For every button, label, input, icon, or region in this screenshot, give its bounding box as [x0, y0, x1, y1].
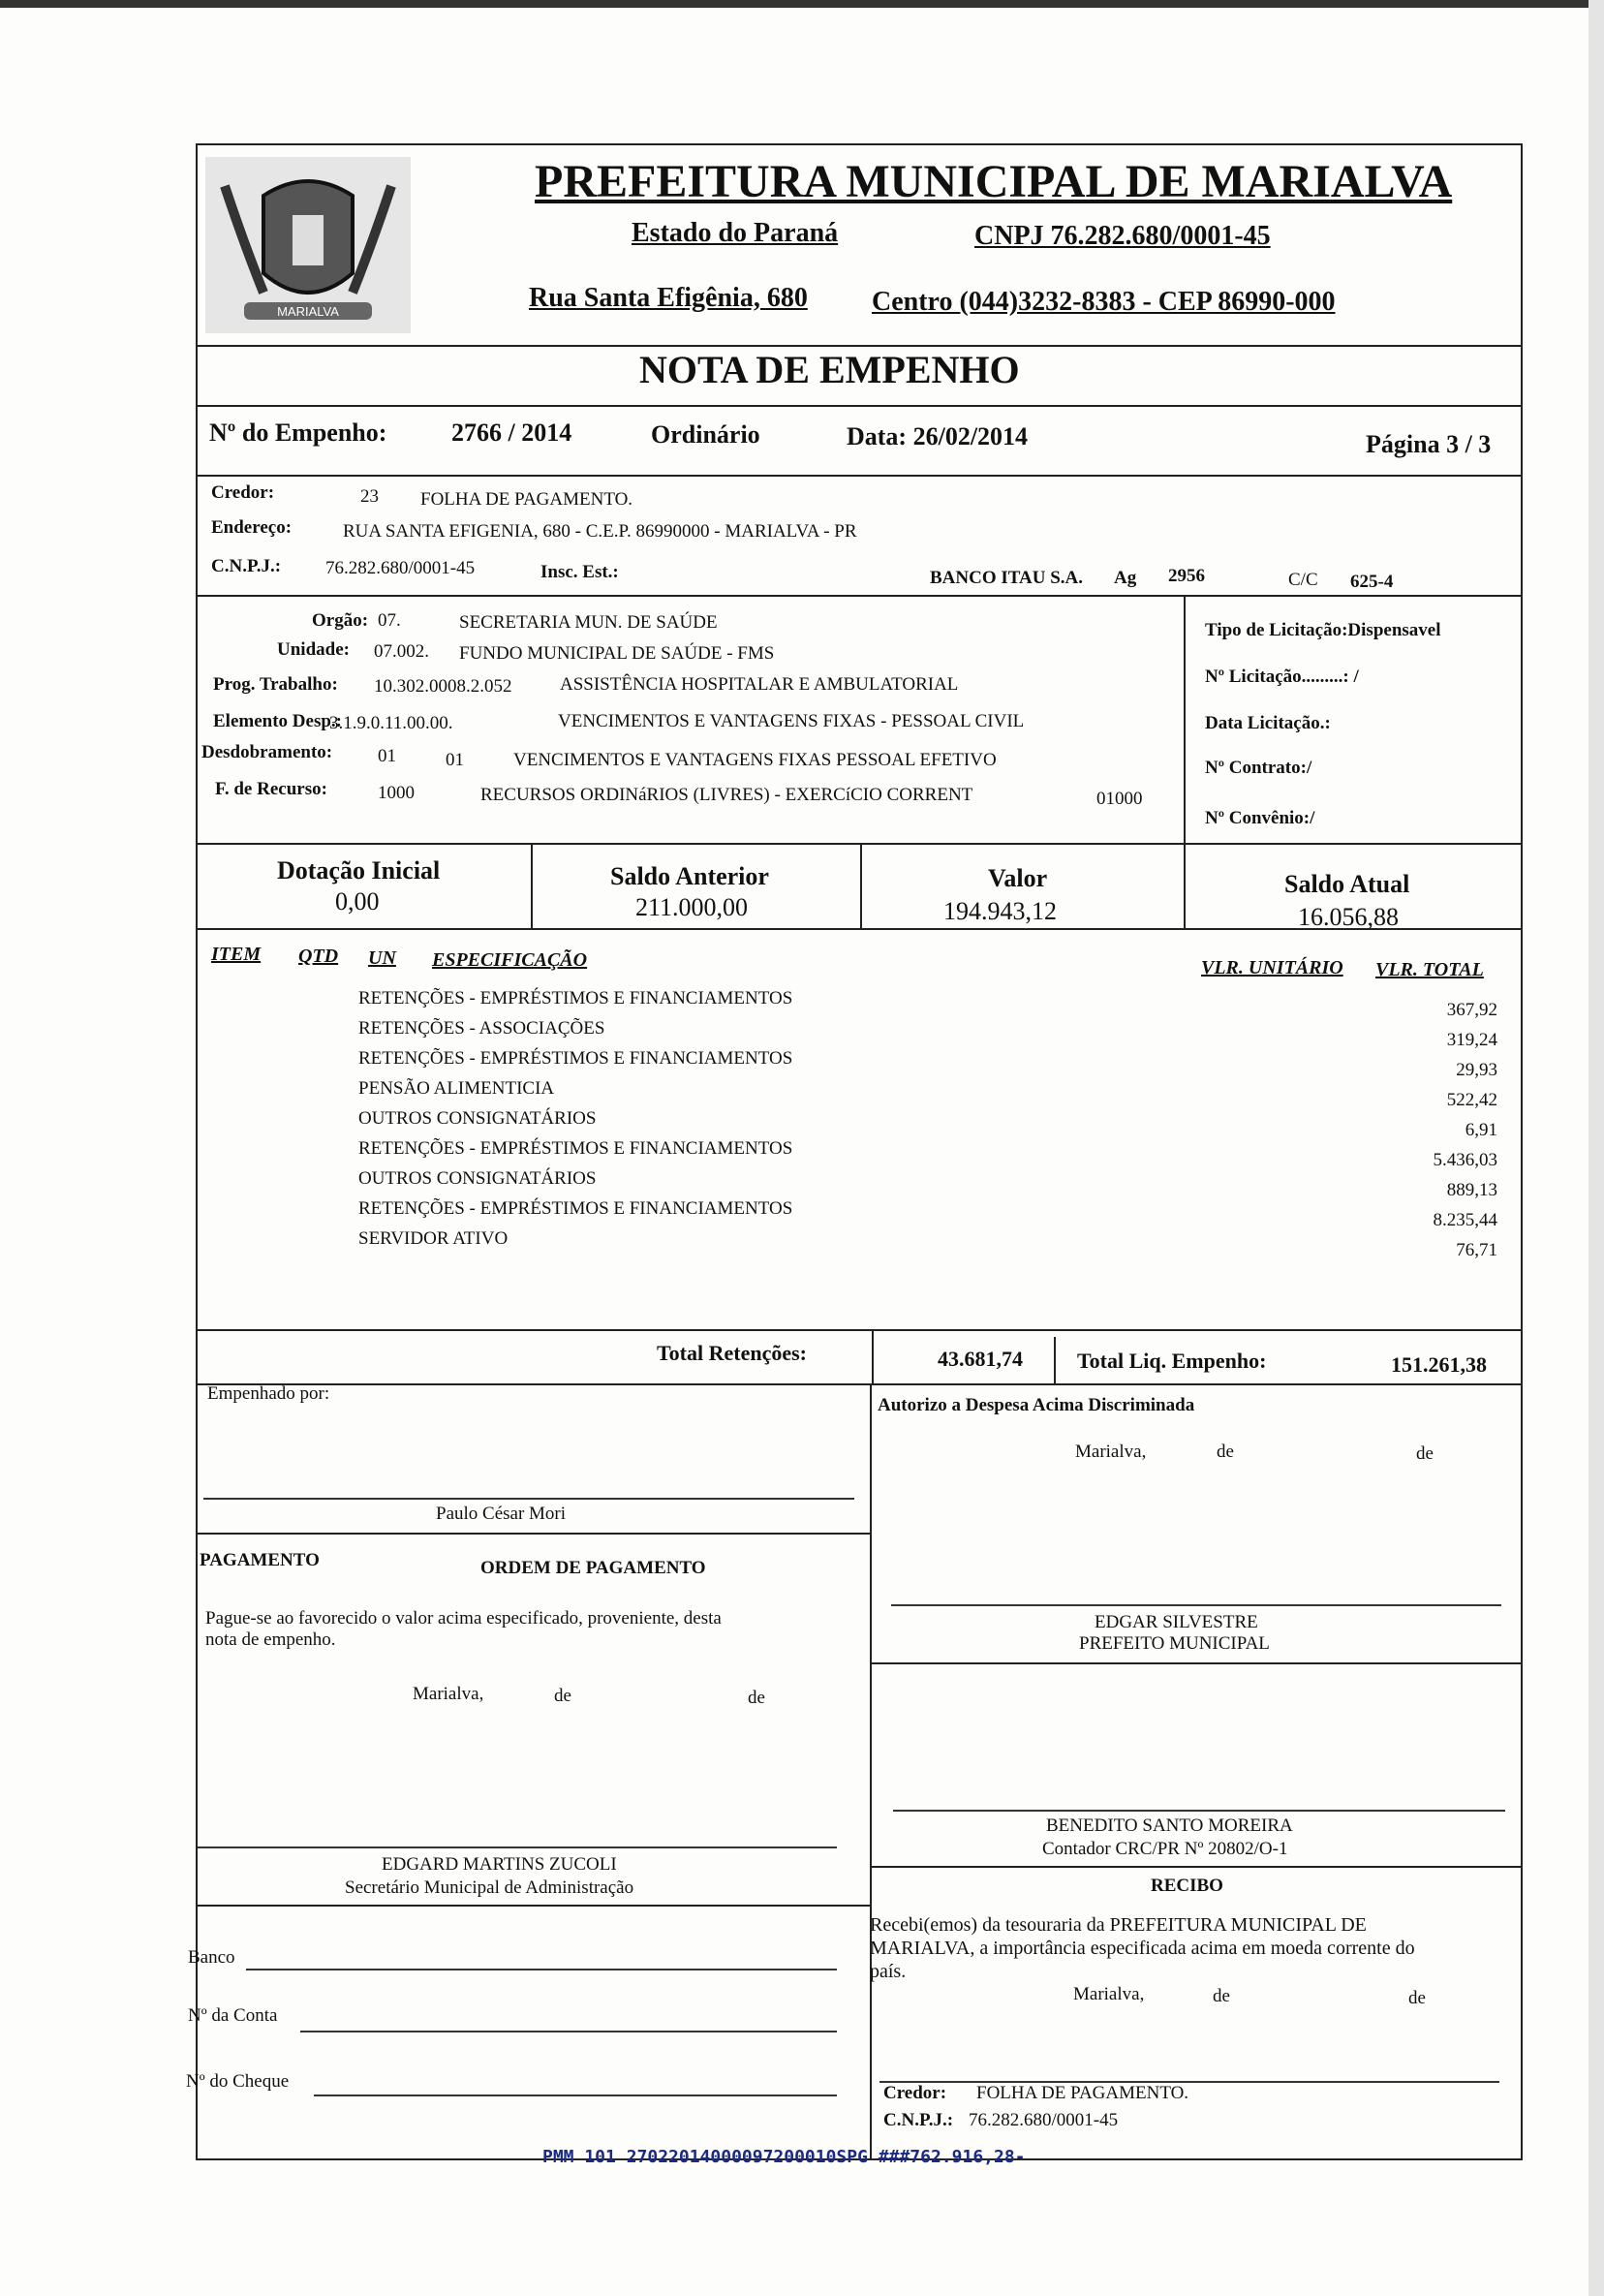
- item-total: 76,71: [1456, 1240, 1497, 1260]
- recurso-label: F. de Recurso:: [215, 779, 327, 799]
- valor-label: Valor: [988, 864, 1048, 892]
- licitacao-tipo: Tipo de Licitação:Dispensavel: [1205, 620, 1441, 640]
- bank-name: BANCO ITAU S.A.: [930, 568, 1084, 588]
- list-item: [358, 1018, 1497, 1048]
- credor-footer-name: FOLHA DE PAGAMENTO.: [976, 2083, 1189, 2103]
- list-item: [358, 1078, 1497, 1108]
- logo-text: MARIALVA: [277, 304, 339, 319]
- col-item: ITEM: [211, 944, 262, 965]
- pagamento-de-2: de: [748, 1688, 765, 1708]
- credor-name: FOLHA DE PAGAMENTO.: [420, 489, 633, 510]
- col-vlr-total: VLR. TOTAL: [1375, 959, 1484, 980]
- secretario-title: Secretário Municipal de Administração: [345, 1877, 634, 1898]
- saldo-atual-value: 16.056,88: [1298, 903, 1399, 931]
- address-label: Endereço:: [211, 517, 293, 538]
- recurso-code: 1000: [378, 783, 415, 803]
- item-description: RETENÇÕES - ASSOCIAÇÕES: [358, 1018, 605, 1039]
- list-item: [358, 1198, 1497, 1228]
- cnpj-label: C.N.P.J.:: [211, 556, 282, 576]
- total-liquido-label: Total Liq. Empenho:: [1077, 1349, 1267, 1373]
- state-name: Estado do Paraná: [632, 218, 839, 248]
- orgao-name: SECRETARIA MUN. DE SAÚDE: [459, 612, 718, 633]
- ordem-pagamento-label: ORDEM DE PAGAMENTO: [480, 1558, 706, 1578]
- autorizo-text: Autorizo a Despesa Acima Discriminada: [878, 1395, 1195, 1415]
- total-retencoes-value: 43.681,74: [938, 1347, 1023, 1371]
- recibo-title: RECIBO: [1151, 1876, 1223, 1896]
- recibo-text-3: país.: [870, 1961, 907, 1982]
- items-list: [358, 988, 1497, 1258]
- prog-code: 10.302.0008.2.052: [374, 676, 512, 697]
- signature-line: [203, 1498, 854, 1500]
- credor-address: RUA SANTA EFIGENIA, 680 - C.E.P. 86990000 - MARIALVA - PR: [343, 521, 857, 542]
- item-description: RETENÇÕES - EMPRÉSTIMOS E FINANCIAMENTOS: [358, 1198, 793, 1219]
- empenho-type: Ordinário: [651, 420, 760, 449]
- list-item: [358, 1048, 1497, 1078]
- desdobramento-label: Desdobramento:: [201, 742, 333, 762]
- banco-label: Banco: [188, 1947, 235, 1968]
- desdobramento-b: 01: [446, 750, 464, 770]
- desdobramento-name: VENCIMENTOS E VANTAGENS FIXAS PESSOAL EFETIVO: [513, 750, 997, 770]
- list-item: [358, 1138, 1497, 1168]
- header-address: Rua Santa Efigênia, 680: [529, 283, 808, 313]
- pague-se-text: Pague-se ao favorecido o valor acima especificado, proveniente, desta: [205, 1608, 722, 1629]
- total-liquido-value: 151.261,38: [1391, 1352, 1487, 1377]
- divider: [870, 1662, 1521, 1664]
- pagamento-label: PAGAMENTO: [200, 1550, 320, 1570]
- list-item: [358, 1108, 1497, 1138]
- dotacao-label: Dotação Inicial: [277, 856, 441, 884]
- item-description: SERVIDOR ATIVO: [358, 1228, 509, 1249]
- recurso-ext: 01000: [1096, 789, 1143, 809]
- elemento-name: VENCIMENTOS E VANTAGENS FIXAS - PESSOAL CIVIL: [558, 711, 1025, 731]
- divider: [196, 1329, 1521, 1331]
- item-description: RETENÇÕES - EMPRÉSTIMOS E FINANCIAMENTOS: [358, 1138, 793, 1159]
- document-title: NOTA DE EMPENHO: [639, 348, 1020, 391]
- prog-name: ASSISTÊNCIA HOSPITALAR E AMBULATORIAL: [560, 674, 959, 695]
- divider: [196, 475, 1521, 477]
- autorizo-de-1: de: [1217, 1442, 1234, 1462]
- scan-right-edge: [1589, 0, 1604, 2296]
- conta-label: Nº da Conta: [188, 2005, 278, 2026]
- item-total: 319,24: [1446, 1030, 1497, 1050]
- contador-name: BENEDITO SANTO MOREIRA: [1046, 1815, 1293, 1836]
- divider: [860, 843, 862, 928]
- licitacao-data: Data Licitação.:: [1205, 713, 1331, 733]
- item-description: RETENÇÕES - EMPRÉSTIMOS E FINANCIAMENTOS: [358, 988, 793, 1008]
- divider: [1184, 843, 1186, 928]
- item-total: 8.235,44: [1433, 1210, 1497, 1230]
- cheque-label: Nº do Cheque: [186, 2071, 290, 2092]
- divider: [531, 843, 533, 928]
- saldo-anterior-value: 211.000,00: [635, 893, 749, 921]
- item-total: 29,93: [1456, 1060, 1497, 1080]
- account-number: 625-4: [1350, 572, 1394, 592]
- convenio-numero: Nº Convênio:/: [1205, 808, 1315, 828]
- header-cnpj: CNPJ 76.282.680/0001-45: [974, 221, 1271, 251]
- empenho-date: Data: 26/02/2014: [847, 422, 1029, 450]
- list-item: [358, 1228, 1497, 1258]
- document-code-line: PMM 101 27022014000097200010SPG ###762.916,28-: [542, 2147, 1026, 2167]
- total-retencoes-label: Total Retenções:: [657, 1341, 807, 1365]
- scan-top-edge: [0, 0, 1604, 8]
- elemento-code: 3.1.9.0.11.00.00.: [329, 713, 453, 733]
- col-qtd: QTD: [298, 946, 339, 967]
- agency-label: Ag: [1114, 568, 1137, 588]
- divider: [872, 1329, 874, 1383]
- item-total: 6,91: [1465, 1120, 1497, 1140]
- credor-label: Credor:: [211, 482, 275, 503]
- unidade-name: FUNDO MUNICIPAL DE SAÚDE - FMS: [459, 643, 775, 664]
- autorizo-de-2: de: [1416, 1443, 1434, 1464]
- empenho-label: Nº do Empenho:: [209, 419, 387, 447]
- divider: [196, 1533, 872, 1535]
- item-description: PENSÃO ALIMENTICIA: [358, 1078, 555, 1099]
- divider: [1184, 595, 1186, 843]
- empenhado-por-name: Paulo César Mori: [436, 1504, 567, 1524]
- col-un: UN: [368, 947, 396, 969]
- divider: [196, 843, 1521, 845]
- account-label: C/C: [1288, 570, 1318, 590]
- cnpj-footer-value: 76.282.680/0001-45: [969, 2110, 1119, 2130]
- item-description: OUTROS CONSIGNATÁRIOS: [358, 1108, 597, 1129]
- orgao-code: 07.: [378, 610, 401, 631]
- recibo-city: Marialva,: [1073, 1984, 1145, 2004]
- contador-title: Contador CRC/PR Nº 20802/O-1: [1042, 1839, 1288, 1859]
- divider: [196, 405, 1521, 407]
- divider: [870, 1383, 872, 2158]
- agency-number: 2956: [1168, 566, 1205, 586]
- credor-code: 23: [360, 486, 379, 507]
- municipality-title: PREFEITURA MUNICIPAL DE MARIALVA: [535, 156, 1453, 207]
- prefeito-title: PREFEITO MUNICIPAL: [1079, 1633, 1270, 1654]
- prog-label: Prog. Trabalho:: [213, 674, 338, 695]
- contrato-numero: Nº Contrato:/: [1205, 758, 1312, 778]
- signature-line: [198, 1846, 837, 1848]
- signature-line: [891, 1604, 1501, 1606]
- recibo-text-1: Recebi(emos) da tesouraria da PREFEITURA MUNICIPAL DE: [870, 1914, 1367, 1936]
- credor-footer-label: Credor:: [883, 2083, 947, 2103]
- item-description: RETENÇÕES - EMPRÉSTIMOS E FINANCIAMENTOS: [358, 1048, 793, 1069]
- col-especificacao: ESPECIFICAÇÃO: [432, 949, 588, 971]
- list-item: [358, 988, 1497, 1018]
- banco-line[interactable]: [246, 1969, 837, 1970]
- licitacao-numero: Nº Licitação.........: /: [1205, 667, 1359, 687]
- item-total: 367,92: [1446, 1000, 1497, 1020]
- coat-of-arms-logo: [205, 157, 411, 333]
- list-item: [358, 1168, 1497, 1198]
- divider: [196, 595, 1521, 597]
- pagamento-city: Marialva,: [413, 1684, 484, 1704]
- item-total: 522,42: [1446, 1090, 1497, 1110]
- prefeito-name: EDGAR SILVESTRE: [1095, 1612, 1258, 1632]
- elemento-label: Elemento Desp.:: [213, 711, 342, 731]
- recurso-name: RECURSOS ORDINáRIOS (LIVRES) - EXERCíCIO CORRENT: [480, 785, 973, 805]
- dotacao-value: 0,00: [335, 887, 380, 915]
- recibo-text-2: MARIALVA, a importância especificada acima em moeda corrente do: [870, 1938, 1415, 1959]
- pague-se-text-2: nota de empenho.: [205, 1629, 336, 1650]
- divider: [870, 1866, 1521, 1868]
- autorizo-city: Marialva,: [1075, 1442, 1147, 1462]
- pagamento-de-1: de: [554, 1686, 571, 1706]
- conta-line[interactable]: [300, 2031, 837, 2032]
- item-total: 5.436,03: [1433, 1150, 1497, 1170]
- credor-cnpj: 76.282.680/0001-45: [325, 558, 476, 578]
- empenhado-por-label: Empenhado por:: [207, 1383, 330, 1404]
- empenho-number: 2766 / 2014: [451, 419, 572, 447]
- recibo-de-1: de: [1213, 1986, 1230, 2006]
- page-number: Página 3 / 3: [1366, 430, 1492, 458]
- secretario-name: EDGARD MARTINS ZUCOLI: [382, 1854, 617, 1875]
- header-contact: Centro (044)3232-8383 - CEP 86990-000: [872, 287, 1336, 317]
- desdobramento-a: 01: [378, 746, 396, 766]
- orgao-label: Orgão:: [312, 610, 369, 631]
- signature-line: [893, 1810, 1505, 1812]
- signature-line: [879, 2081, 1499, 2083]
- unidade-label: Unidade:: [277, 639, 350, 660]
- item-description: OUTROS CONSIGNATÁRIOS: [358, 1168, 597, 1189]
- saldo-anterior-label: Saldo Anterior: [610, 862, 769, 890]
- col-vlr-unitario: VLR. UNITÁRIO: [1201, 957, 1343, 978]
- saldo-atual-label: Saldo Atual: [1284, 870, 1410, 898]
- cheque-line[interactable]: [314, 2094, 837, 2096]
- divider: [196, 1383, 1521, 1385]
- insc-est-label: Insc. Est.:: [540, 562, 619, 582]
- divider: [196, 928, 1521, 930]
- recibo-de-2: de: [1408, 1988, 1426, 2008]
- valor-value: 194.943,12: [943, 897, 1057, 925]
- cnpj-footer-label: C.N.P.J.:: [883, 2110, 954, 2130]
- divider: [196, 1905, 872, 1907]
- unidade-code: 07.002.: [374, 641, 429, 662]
- divider: [1054, 1337, 1056, 1383]
- item-total: 889,13: [1446, 1180, 1497, 1200]
